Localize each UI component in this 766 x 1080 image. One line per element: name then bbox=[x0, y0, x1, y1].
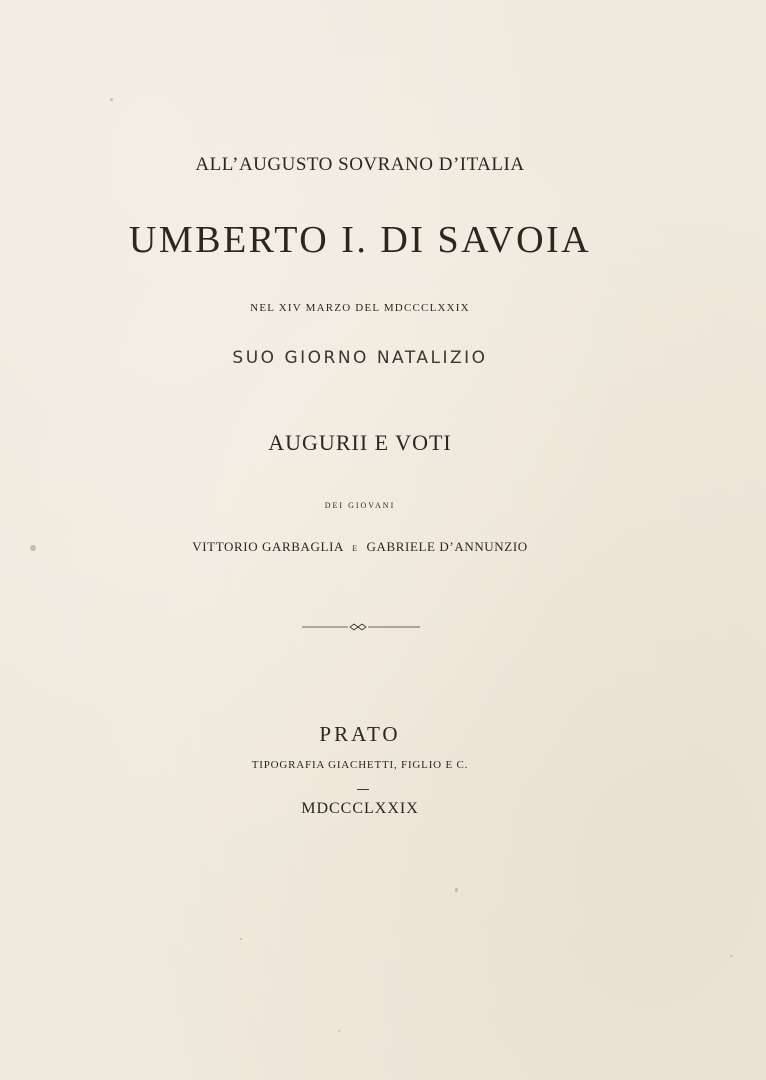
authors-line bbox=[0, 539, 720, 555]
author-second: GABRIELE D’ANNUNZIO bbox=[366, 539, 528, 554]
imprint-printer: TIPOGRAFIA GIACHETTI, FIGLIO E C. bbox=[251, 759, 469, 771]
author-first: VITTORIO GARBAGLIA bbox=[192, 539, 344, 554]
author-conjunction: E bbox=[352, 544, 358, 553]
paper-speck bbox=[30, 545, 36, 551]
paper-speck bbox=[338, 1030, 340, 1032]
from-line: DEI GIOVANI bbox=[324, 501, 396, 510]
imprint-rule bbox=[357, 789, 369, 790]
paper-speck bbox=[455, 888, 458, 892]
dedication-line: ALL’AUGUSTO SOVRANO D’ITALIA bbox=[195, 154, 525, 175]
imprint-year: MDCCCLXXIX bbox=[301, 800, 419, 817]
occasion-line: SUO GIORNO NATALIZIO bbox=[232, 348, 488, 368]
date-line: NEL XIV MARZO DEL MDCCCLXXIX bbox=[250, 302, 470, 314]
ornament-divider bbox=[302, 620, 420, 634]
paper-speck bbox=[110, 98, 113, 101]
honoree-name: UMBERTO I. DI SAVOIA bbox=[128, 219, 592, 261]
wishes-heading: AUGURII E VOTI bbox=[268, 430, 452, 455]
paper-speck bbox=[240, 938, 242, 940]
paper-speck bbox=[730, 955, 732, 957]
imprint-city: PRATO bbox=[319, 722, 401, 746]
